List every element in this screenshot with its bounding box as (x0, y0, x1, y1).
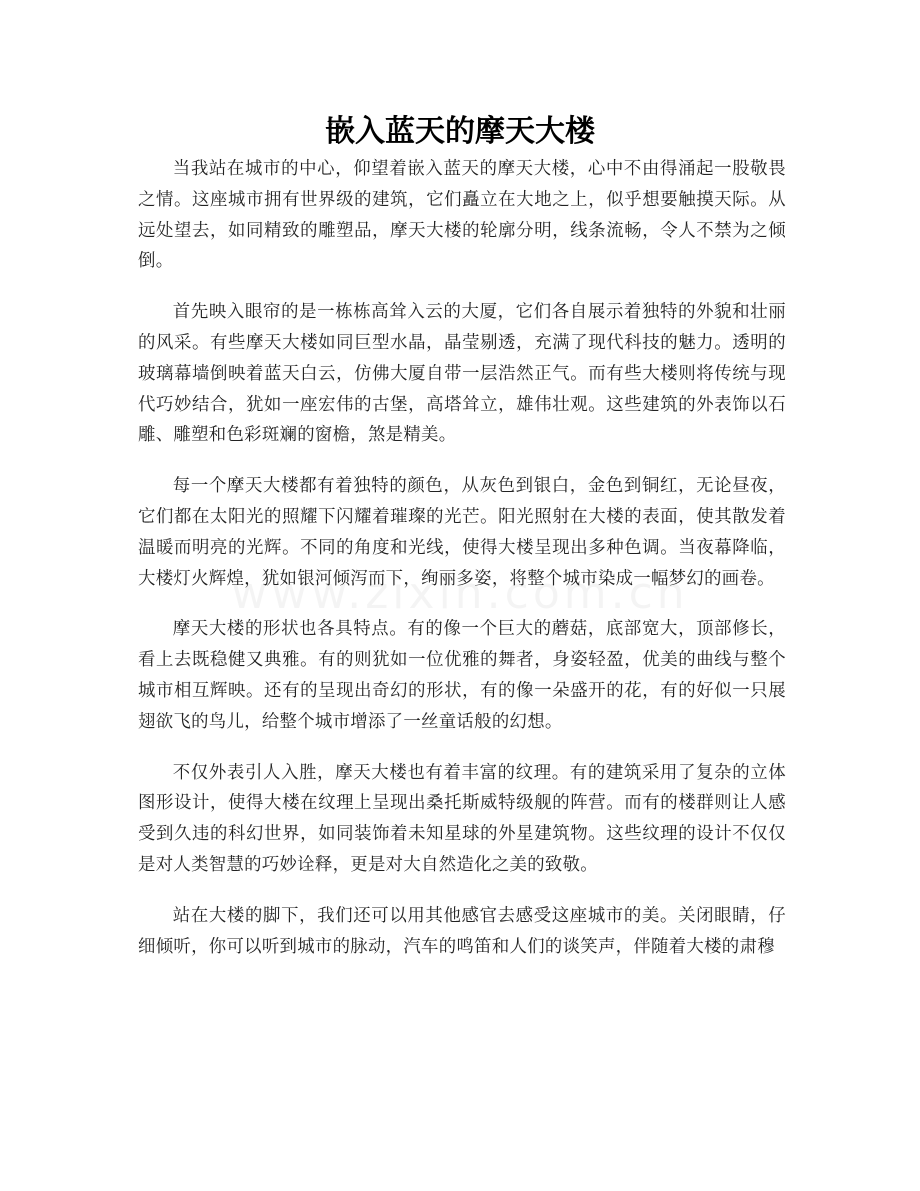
paragraph: 站在大楼的脚下，我们还可以用其他感官去感受这座城市的美。关闭眼睛，仔细倾听，你可以听到城市的脉动，汽车的鸣笛和人们的谈笑声，伴随着大楼的肃穆 (138, 905, 786, 957)
paragraph: 首先映入眼帘的是一栋栋高耸入云的大厦，它们各自展示着独特的外貌和壮丽的风采。有些摩天大楼如同巨型水晶，晶莹剔透，充满了现代科技的魅力。透明的玻璃幕墙倒映着蓝天白云，仿佛大厦自带一层浩然正气。而有些大楼则将传统与现代巧妙结合，犹如一座宏伟的古堡，高塔耸立，雄伟壮观。这些建筑的外表饰以石雕、雕塑和色彩斑斓的窗檐，煞是精美。 (138, 302, 786, 446)
paragraph: 不仅外表引人入胜，摩天大楼也有着丰富的纹理。有的建筑采用了复杂的立体图形设计，使得大楼在纹理上呈现出桑托斯威特级舰的阵营。而有的楼群则让人感受到久违的科幻世界，如同装饰着未知星球的外星建筑物。这些纹理的设计不仅仅是对人类智慧的巧妙诠释，更是对大自然造化之美的致敬。 (138, 762, 786, 875)
document-body (138, 154, 786, 982)
paragraph: 当我站在城市的中心，仰望着嵌入蓝天的摩天大楼，心中不由得涌起一股敬畏之情。这座城市拥有世界级的建筑，它们矗立在大地之上，似乎想要触摸天际。从远处望去，如同精致的雕塑品，摩天大楼的轮廓分明，线条流畅，令人不禁为之倾倒。 (138, 159, 786, 272)
paragraph: 每一个摩天大楼都有着独特的颜色，从灰色到银白，金色到铜红，无论昼夜，它们都在太阳光的照耀下闪耀着璀璨的光芒。阳光照射在大楼的表面，使其散发着温暖而明亮的光辉。不同的角度和光线，使得大楼呈现出多种色调。当夜幕降临，大楼灯火辉煌，犹如银河倾泻而下，绚丽多姿，将整个城市染成一幅梦幻的画卷。 (138, 476, 786, 589)
document-title: 嵌入蓝天的摩天大楼 (325, 114, 595, 149)
paragraph: 摩天大楼的形状也各具特点。有的像一个巨大的蘑菇，底部宽大，顶部修长，看上去既稳健又典雅。有的则犹如一位优雅的舞者，身姿轻盈，优美的曲线与整个城市相互辉映。还有的呈现出奇幻的形状，有的像一朵盛开的花，有的好似一只展翅欲飞的鸟儿，给整个城市增添了一丝童话般的幻想。 (138, 619, 786, 732)
